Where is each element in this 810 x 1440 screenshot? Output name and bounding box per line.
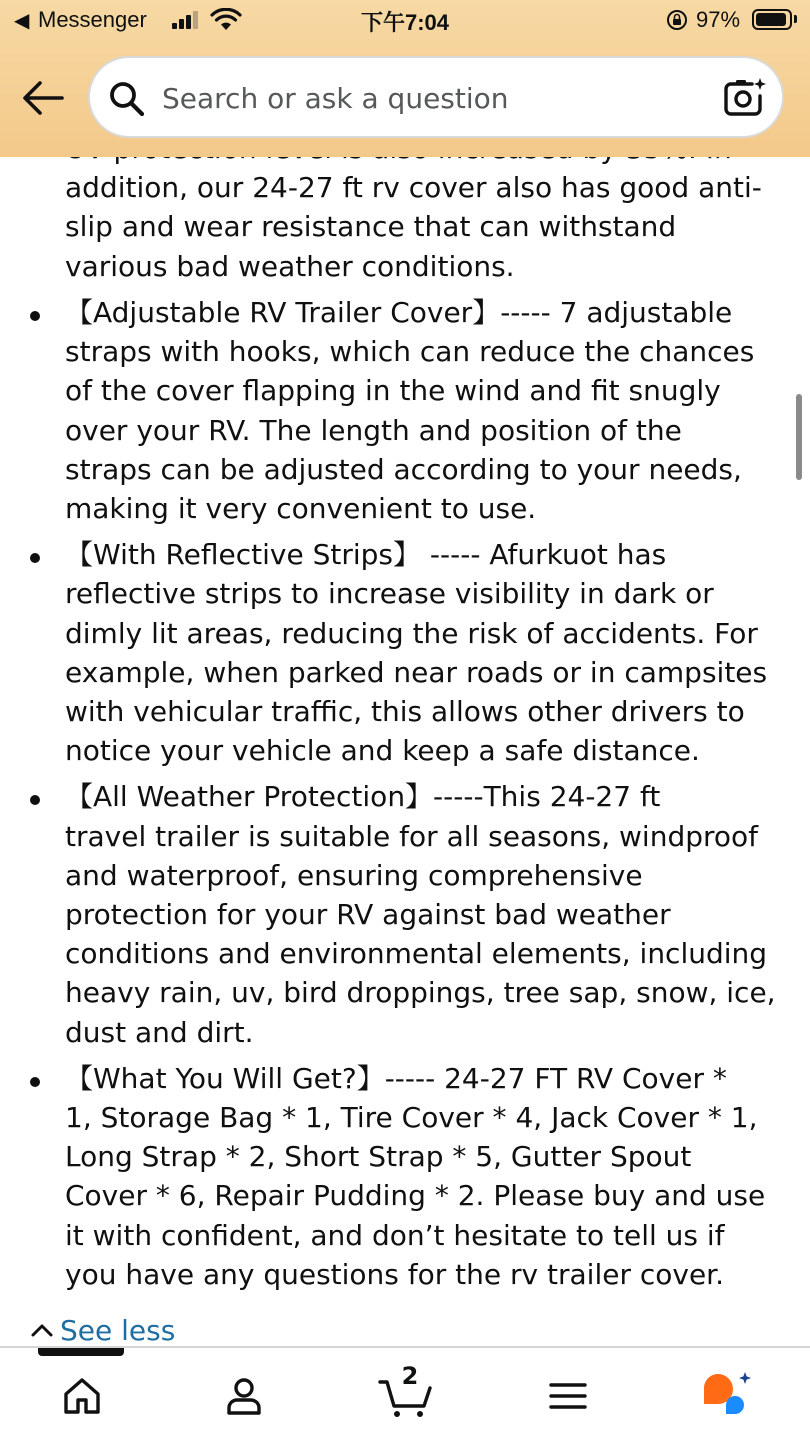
- nav-cart-button[interactable]: [376, 1362, 436, 1424]
- nav-rufus-button[interactable]: [698, 1368, 758, 1424]
- rufus-assistant-icon: [700, 1370, 756, 1422]
- chevron-up-icon: [30, 1321, 54, 1339]
- bullet-dot: [30, 795, 40, 805]
- search-bar[interactable]: [88, 56, 784, 138]
- list-item: [0, 293, 810, 528]
- status-back-app-label[interactable]: Messenger: [38, 7, 147, 32]
- status-time: 下午7:04: [360, 10, 450, 35]
- back-arrow-icon[interactable]: [22, 78, 64, 118]
- list-item: [0, 777, 810, 1051]
- bullet-text: 【All Weather Protection】-----This 24-27 ft travel trailer is suitable for all seasons, windproof and waterproof, ensuring comprehensive protection for your RV against bad weather conditions and environmental elements, including heavy rain, uv, bird droppings, tree sap, snow, ice, dust and dirt.: [65, 780, 776, 1049]
- list-item: [0, 535, 810, 770]
- app-header: [0, 0, 810, 157]
- battery-percent: 97%: [696, 7, 741, 32]
- search-input[interactable]: [162, 74, 702, 122]
- search-icon: [108, 80, 146, 118]
- cart-count-badge: 2: [401, 1362, 419, 1390]
- list-item: [0, 1059, 810, 1294]
- orientation-lock-icon: [666, 9, 688, 31]
- bullet-text-partial: addition, our 24-27 ft rv cover also has good anti- slip and wear resistance that can withstand various bad weather conditions.: [65, 171, 762, 283]
- status-bar: [0, 0, 810, 42]
- description-bullets: [0, 130, 810, 1294]
- bullet-dot: [30, 311, 40, 321]
- home-icon: [62, 1376, 102, 1416]
- bullet-dot: [30, 1077, 40, 1087]
- nav-active-indicator: [38, 1348, 124, 1356]
- battery-tip: [794, 15, 797, 23]
- bullet-text: 【With Reflective Strips】 ----- Afurkuot has reflective strips to increase visibility in dark or dimly lit areas, reducing the risk of accidents. For example, when parked near roads or in campsites with vehicular traffic, this allows other drivers to notice your vehicle and keep a safe distance.: [65, 538, 768, 768]
- product-description: [0, 130, 810, 1346]
- scrollbar-thumb[interactable]: [796, 394, 802, 480]
- battery-icon: [752, 9, 792, 30]
- bullet-text: 【What You Will Get?】----- 24-27 FT RV Cover * 1, Storage Bag * 1, Tire Cover * 4, Jack Cover * 1, Long Strap * 2, Short Strap * 5, Gutter Spout Cover * 6, Repair Pudding * 2. Please buy and use it with confident, and don’t hesitate to tell us if you have any questions for the rv trailer cover.: [65, 1061, 766, 1291]
- see-less-label[interactable]: See less: [60, 1313, 176, 1346]
- nav-home-button[interactable]: [52, 1368, 112, 1424]
- bullet-text: 【Adjustable RV Trailer Cover】----- 7 adjustable straps with hooks, which can reduce the chances of the cover flapping in the wind and fit snugly over your RV. The length and position of the straps can be adjusted according to your needs, making it very convenient to use.: [65, 296, 755, 526]
- camera-lens-icon[interactable]: [722, 76, 766, 120]
- nav-account-button[interactable]: [214, 1368, 274, 1424]
- nav-menu-button[interactable]: [538, 1368, 598, 1424]
- person-icon: [224, 1376, 264, 1416]
- status-back-triangle-icon[interactable]: ◀: [14, 8, 30, 32]
- hamburger-icon: [548, 1376, 588, 1416]
- see-less-link[interactable]: [30, 1312, 175, 1346]
- bullet-dot: [30, 553, 40, 563]
- bottom-nav-bar: [0, 1346, 810, 1440]
